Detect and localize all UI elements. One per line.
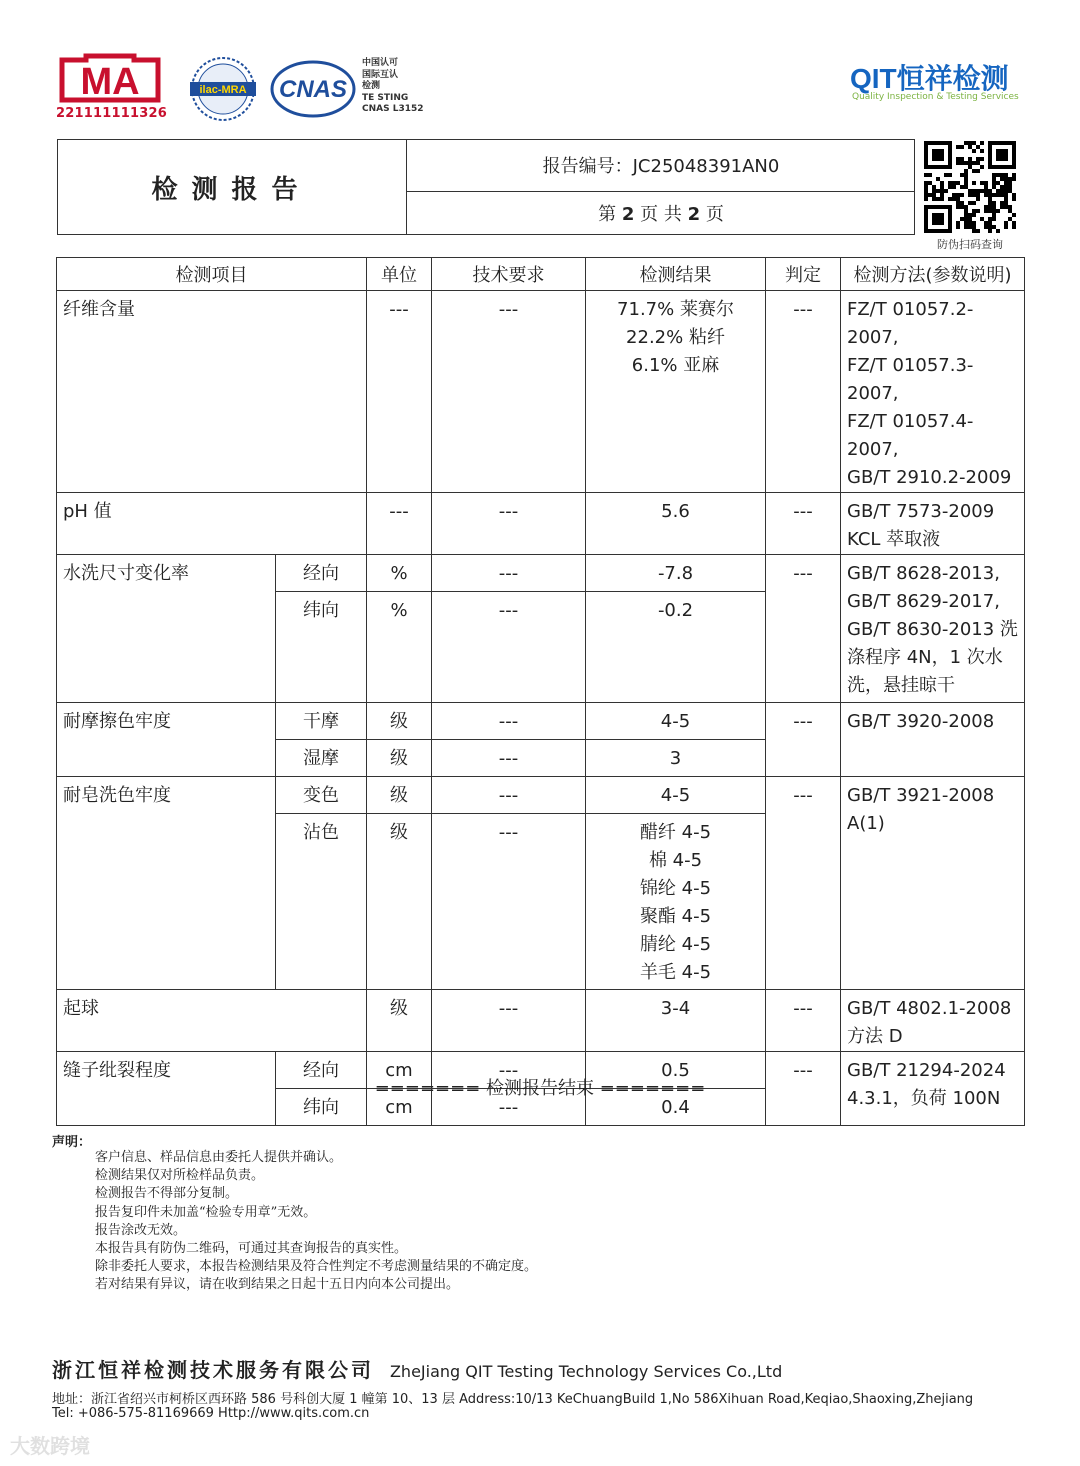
row-method: GB/T 21294-2024 4.3.1，负荷 100N [841, 1052, 1025, 1126]
cnas-logo [270, 60, 356, 118]
row-subitem: 经向 [276, 555, 367, 592]
row-judgement: --- [766, 990, 841, 1052]
row-subitem: 变色 [276, 777, 367, 814]
row-subitem: 沾色 [276, 814, 367, 990]
declaration-line: 报告复印件未加盖“检验专用章”无效。 [95, 1204, 317, 1220]
row-result: 3 [586, 740, 766, 777]
row-subitem: 纬向 [276, 592, 367, 703]
row-method: FZ/T 01057.2-2007, FZ/T 01057.3-2007, FZ/T 01057.4-2007, GB/T 2910.2-2009 [841, 291, 1025, 493]
header-unit: 单位 [367, 258, 432, 291]
row-method: GB/T 3921-2008 A(1) [841, 777, 1025, 990]
row-result: 0.4 [586, 1089, 766, 1126]
declaration-list [95, 1149, 537, 1295]
declaration-line: 检测结果仅对所检样品负责。 [95, 1168, 265, 1184]
row-judgement: --- [766, 493, 841, 555]
row-requirement: --- [432, 592, 586, 703]
row-result: 4-5 [586, 703, 766, 740]
company-name-en: ZheJiang QIT Testing Technology Services Co.,Ltd [389, 1362, 783, 1381]
header-method: 检测方法(参数说明) [841, 258, 1025, 291]
header-item: 检测项目 [57, 258, 367, 291]
row-requirement: --- [432, 1089, 586, 1126]
header-judgement: 判定 [766, 258, 841, 291]
cnas-info: 中国认可 国际互认 检测 TE STING CNAS L3152 [362, 58, 424, 114]
row-subitem: 湿摩 [276, 740, 367, 777]
row-requirement: --- [432, 703, 586, 740]
table-header-row [57, 258, 1025, 291]
company-address: 地址：浙江省绍兴市柯桥区西环路 586 号科创大厦 1 幢第 10、13 层 Address:10/13 KeChuangBuild 1,No 586Xihuan Road,Keqiao,Shaoxing,Zhejiang [52, 1392, 974, 1407]
row-requirement: --- [432, 777, 586, 814]
row-result: 0.5 [586, 1052, 766, 1089]
row-judgement: --- [766, 555, 841, 703]
row-item: pH 值 [57, 493, 367, 555]
table-row [57, 555, 1025, 592]
row-unit: --- [367, 493, 432, 555]
svg-text:CNAS: CNAS [278, 76, 348, 103]
page-indicator: 第 2 页 共 2 页 [598, 204, 724, 225]
row-subitem: 纬向 [276, 1089, 367, 1126]
report-number: 报告编号：JC25048391AN0 [542, 156, 780, 177]
row-method: GB/T 7573-2009 KCL 萃取液 [841, 493, 1025, 555]
row-unit: 级 [367, 740, 432, 777]
row-subitem: 经向 [276, 1052, 367, 1089]
table-row [57, 703, 1025, 740]
declaration-line: 若对结果有异议，请在收到结果之日起十五日内向本公司提出。 [95, 1277, 460, 1293]
row-judgement: --- [766, 291, 841, 493]
row-result: 4-5 [586, 777, 766, 814]
row-item: 水洗尺寸变化率 [57, 555, 276, 703]
table-row [57, 777, 1025, 814]
row-requirement: --- [432, 291, 586, 493]
row-method: GB/T 3920-2008 [841, 703, 1025, 777]
row-item: 耐皂洗色牢度 [57, 777, 276, 990]
results-table [56, 257, 1025, 1126]
row-item: 耐摩擦色牢度 [57, 703, 276, 777]
row-requirement: --- [432, 493, 586, 555]
watermark: 大数跨境 [10, 1434, 90, 1458]
declaration-title: 声明： [52, 1135, 92, 1150]
header-result: 检测结果 [586, 258, 766, 291]
qr-caption: 防伪扫码查询 [937, 238, 1003, 251]
row-judgement: --- [766, 703, 841, 777]
row-unit: --- [367, 291, 432, 493]
declaration-line: 除非委托人要求，本报告检测结果及符合性判定不考虑测量结果的不确定度。 [95, 1259, 538, 1275]
company-name-cn: 浙江恒祥检测技术服务有限公司 [52, 1358, 374, 1382]
row-judgement: --- [766, 777, 841, 990]
row-result: 3-4 [586, 990, 766, 1052]
row-result: 醋纤 4-5 棉 4-5 锦纶 4-5 聚酯 4-5 腈纶 4-5 羊毛 4-5 [586, 814, 766, 990]
company-name [52, 1354, 782, 1383]
svg-text:ilac-MRA: ilac-MRA [199, 84, 247, 96]
row-unit: cm [367, 1052, 432, 1089]
row-item: 起球 [57, 990, 367, 1052]
svg-text:QIT恒祥检测: QIT恒祥检测 [850, 63, 1009, 94]
row-method: GB/T 4802.1-2008 方法 D [841, 990, 1025, 1052]
qr-code-icon[interactable] [924, 141, 1016, 233]
row-requirement: --- [432, 1052, 586, 1089]
row-result: -0.2 [586, 592, 766, 703]
row-unit: % [367, 555, 432, 592]
report-title: 检测报告 [57, 139, 407, 235]
row-subitem: 干摩 [276, 703, 367, 740]
table-row [57, 493, 1025, 555]
company-contact: Tel: +086-575-81169669 Http://www.qits.com.cn [52, 1406, 370, 1421]
cma-number: 221111111326 [56, 106, 167, 121]
row-unit: 级 [367, 990, 432, 1052]
row-requirement: --- [432, 740, 586, 777]
declaration-line: 报告涂改无效。 [95, 1222, 187, 1238]
table-row [57, 990, 1025, 1052]
title-divider [407, 191, 915, 192]
row-unit: % [367, 592, 432, 703]
report-end-marker: ======= 检测报告结束 ======= [374, 1078, 706, 1099]
row-requirement: --- [432, 814, 586, 990]
declaration-line: 本报告具有防伪二维码，可通过其查询报告的真实性。 [95, 1241, 408, 1257]
declaration-line: 客户信息、样品信息由委托人提供并确认。 [95, 1150, 343, 1165]
row-judgement: --- [766, 1052, 841, 1126]
declaration-line: 检测报告不得部分复制。 [95, 1186, 239, 1202]
row-result: -7.8 [586, 555, 766, 592]
row-unit: 级 [367, 814, 432, 990]
row-method: GB/T 8628-2013, GB/T 8629-2017, GB/T 8630-2013 洗 涤程序 4N，1 次水 洗，悬挂晾干 [841, 555, 1025, 703]
row-item: 缝子纰裂程度 [57, 1052, 276, 1126]
row-requirement: --- [432, 555, 586, 592]
svg-text:MA: MA [80, 61, 140, 103]
table-row [57, 291, 1025, 493]
row-unit: cm [367, 1089, 432, 1126]
header-requirement: 技术要求 [432, 258, 586, 291]
row-unit: 级 [367, 777, 432, 814]
row-unit: 级 [367, 703, 432, 740]
row-requirement: --- [432, 990, 586, 1052]
row-item: 纤维含量 [57, 291, 367, 493]
ilac-mra-logo [188, 56, 258, 122]
row-result: 5.6 [586, 493, 766, 555]
qit-tagline: Quality Inspection & Testing Services [852, 92, 1019, 102]
row-result: 71.7% 莱赛尔 22.2% 粘纤 6.1% 亚麻 [586, 291, 766, 493]
